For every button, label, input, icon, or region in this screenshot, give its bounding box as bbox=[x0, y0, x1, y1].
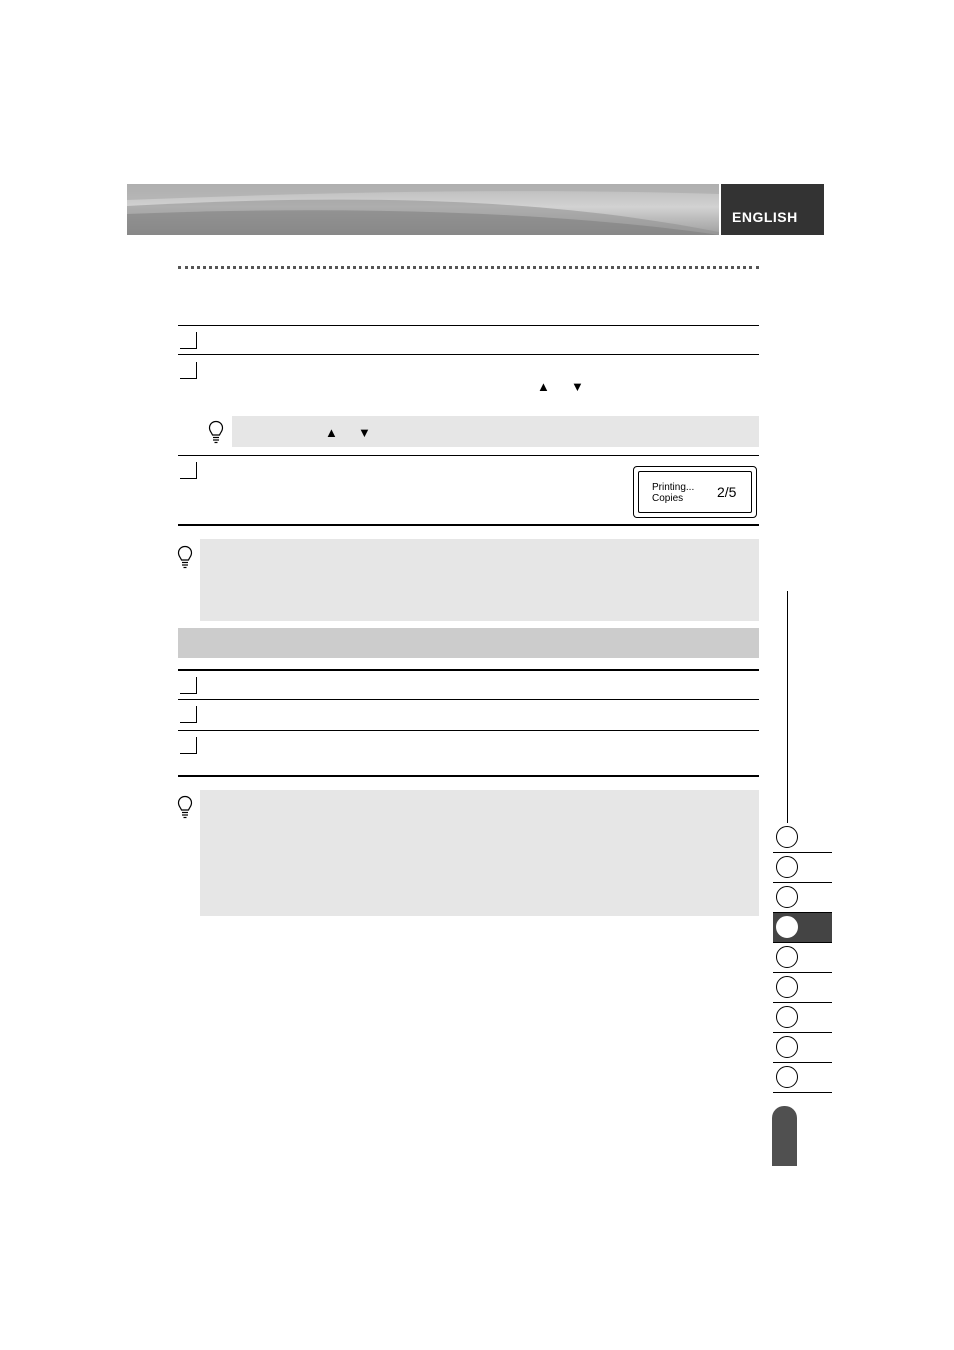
lightbulb-hint-icon bbox=[208, 420, 224, 444]
step-divider bbox=[178, 699, 759, 700]
section-heading-band bbox=[178, 628, 759, 658]
chapter-tab-circle bbox=[776, 826, 798, 848]
step-divider bbox=[178, 354, 759, 355]
chapter-tab-circle bbox=[776, 1066, 798, 1088]
down-arrow-icon: ▼ bbox=[571, 379, 584, 394]
banner-sweep-graphic bbox=[127, 184, 719, 235]
down-arrow-icon: ▼ bbox=[358, 425, 371, 440]
chapter-tab-9[interactable] bbox=[773, 1063, 832, 1093]
chapter-index-line bbox=[787, 591, 788, 823]
section-dotted-rule bbox=[178, 266, 759, 269]
chapter-tab-6[interactable] bbox=[773, 973, 832, 1003]
step-divider bbox=[178, 669, 759, 671]
note-panel bbox=[200, 539, 759, 621]
lcd-copy-counter: 2/5 bbox=[717, 484, 737, 500]
section-end-rule bbox=[178, 775, 759, 777]
section-end-rule bbox=[178, 524, 759, 526]
lightbulb-note-icon bbox=[177, 545, 193, 569]
step-divider bbox=[178, 730, 759, 731]
step-divider bbox=[178, 325, 759, 326]
chapter-tab-circle bbox=[776, 886, 798, 908]
step-number-box bbox=[180, 362, 197, 379]
chapter-tab-2[interactable] bbox=[773, 853, 832, 883]
step-number-box bbox=[180, 332, 197, 349]
step-number-box bbox=[180, 737, 197, 754]
lcd-display bbox=[633, 466, 757, 518]
chapter-tab-8[interactable] bbox=[773, 1033, 832, 1063]
chapter-tab-circle bbox=[776, 1006, 798, 1028]
lightbulb-note-icon bbox=[177, 795, 193, 819]
chapter-tab-circle bbox=[776, 976, 798, 998]
chapter-tab-7[interactable] bbox=[773, 1003, 832, 1033]
chapter-tab-circle bbox=[776, 916, 798, 938]
chapter-tab-5[interactable] bbox=[773, 943, 832, 973]
header-banner bbox=[127, 184, 719, 235]
note-panel bbox=[200, 790, 759, 916]
step-number-box bbox=[180, 462, 197, 479]
up-arrow-icon: ▲ bbox=[325, 425, 338, 440]
chapter-tab-circle bbox=[776, 856, 798, 878]
chapter-tab-1[interactable] bbox=[773, 823, 832, 853]
chapter-tab-circle bbox=[776, 1036, 798, 1058]
step-divider bbox=[178, 455, 759, 456]
lcd-screen bbox=[638, 471, 752, 513]
up-arrow-icon: ▲ bbox=[537, 379, 550, 394]
chapter-tab-3[interactable] bbox=[773, 883, 832, 913]
chapter-tab-circle bbox=[776, 946, 798, 968]
thumb-index-tab[interactable] bbox=[772, 1106, 797, 1166]
language-badge bbox=[719, 184, 824, 235]
step-number-box bbox=[180, 677, 197, 694]
hint-panel bbox=[232, 416, 759, 447]
lcd-status-text: Printing... bbox=[652, 482, 695, 493]
lcd-label-text: Copies bbox=[652, 493, 684, 504]
chapter-tab-4-active[interactable] bbox=[773, 913, 832, 943]
step-number-box bbox=[180, 706, 197, 723]
language-label: ENGLISH bbox=[732, 209, 798, 225]
